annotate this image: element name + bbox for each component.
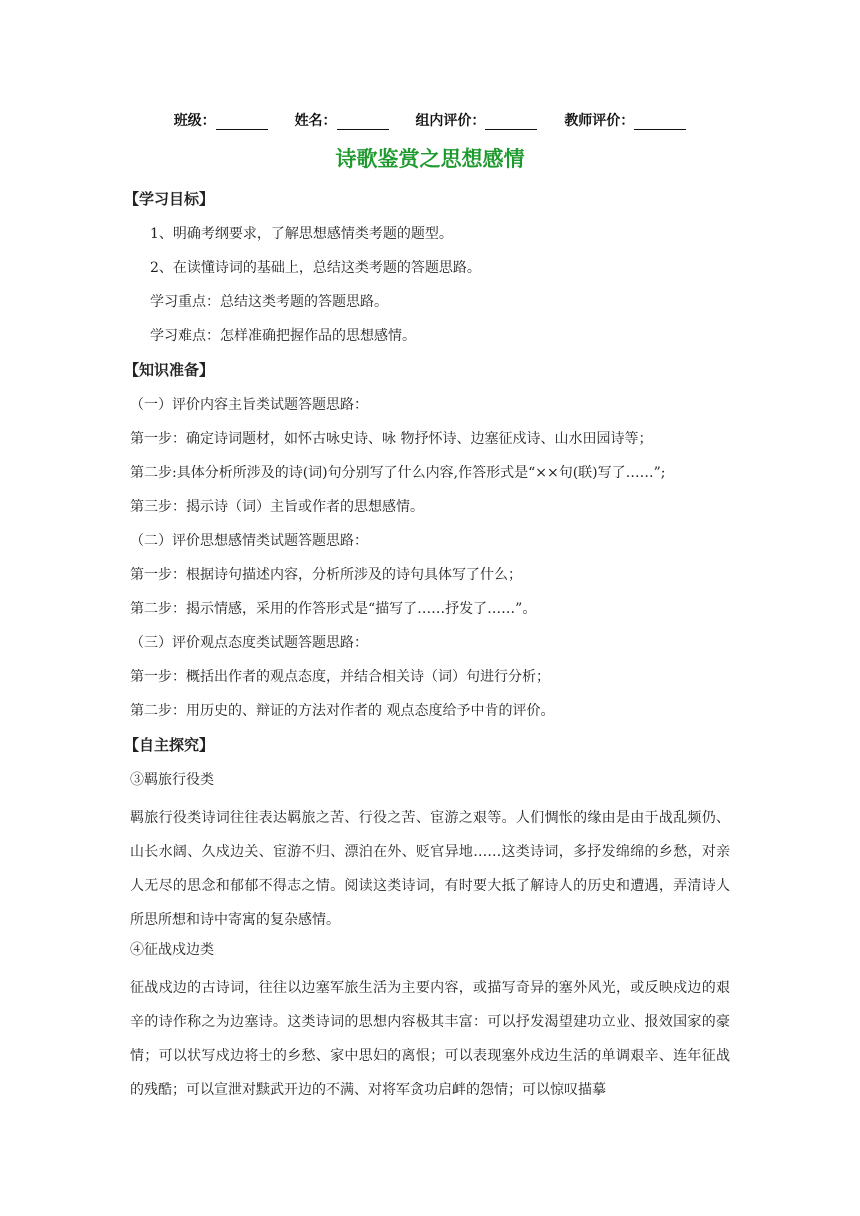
knowledge-line: 第一步：概括出作者的观点态度，并结合相关诗（词）句进行分析； bbox=[130, 669, 550, 685]
objective-key-point: 学习重点：总结这类考题的答题思路。 bbox=[150, 294, 388, 310]
student-info-line bbox=[0, 110, 860, 130]
teacher-eval-blank[interactable] bbox=[634, 115, 686, 130]
teacher-eval-label: 教师评价： bbox=[564, 113, 635, 129]
teacher-eval-field bbox=[564, 110, 686, 130]
knowledge-line: 第一步：确定诗词题材，如怀古咏史诗、咏 物抒怀诗、边塞征戍诗、山水田园诗等； bbox=[130, 431, 653, 447]
class-field bbox=[174, 110, 268, 130]
knowledge-line: （三）评价观点态度类试题答题思路： bbox=[130, 635, 368, 651]
group-eval-blank[interactable] bbox=[485, 115, 537, 130]
document-body bbox=[124, 186, 730, 1107]
explore-subheading-frontier: ④征战戍边类 bbox=[130, 942, 214, 958]
objective-item: 2、在读懂诗词的基础上，总结这类考题的答题思路。 bbox=[150, 260, 481, 276]
group-eval-field bbox=[415, 110, 537, 130]
objective-item: 1、明确考纲要求，了解思想感情类考题的题型。 bbox=[150, 226, 453, 242]
name-blank[interactable] bbox=[337, 115, 389, 130]
knowledge-line: 第二步：揭示情感，采用的作答形式是“描写了……抒发了……”。 bbox=[130, 601, 537, 617]
knowledge-line: 第二步:具体分析所涉及的诗(词)句分别写了什么内容,作答形式是“××句(联)写了……”; bbox=[130, 465, 666, 481]
group-eval-label: 组内评价： bbox=[415, 113, 486, 129]
name-field bbox=[295, 110, 389, 130]
knowledge-line: 第三步：揭示诗（词）主旨或作者的思想感情。 bbox=[130, 499, 424, 515]
class-blank[interactable] bbox=[216, 115, 268, 130]
objectives-heading: 【学习目标】 bbox=[124, 190, 215, 208]
explore-paragraph-frontier: 征战戍边的古诗词，往往以边塞军旅生活为主要内容，或描写奇异的塞外风光，或反映戍边的艰辛的诗作称之为边塞诗。这类诗词的思想内容极其丰富：可以抒发渴望建功立业、报效国家的豪情；可以状写戍边将士的乡愁、家中思妇的离恨；可以表现塞外戍边生活的单调艰辛、连年征战的残酷；可以宣泄对黩武开边的不满、对将军贪功启衅的怨情；可以惊叹描摹 bbox=[130, 980, 730, 1098]
knowledge-heading: 【知识准备】 bbox=[124, 361, 215, 379]
knowledge-line: 第二步：用历史的、辩证的方法对作者的 观点态度给予中肯的评价。 bbox=[130, 703, 555, 719]
explore-paragraph-travel: 羁旅行役类诗词往往表达羁旅之苦、行役之苦、宦游之艰等。人们惆怅的缘由是由于战乱频仍、山长水阔、久戍边关、宦游不归、漂泊在外、贬官异地……这类诗词，多抒发绵绵的乡愁，对亲人无尽的思念和郁郁不得志之情。阅读这类诗词，有时要大抵了解诗人的历史和遭遇，弄清诗人所思所想和诗中寄寓的复杂感情。 bbox=[130, 810, 730, 928]
knowledge-line: （一）评价内容主旨类试题答题思路： bbox=[130, 397, 368, 413]
name-label: 姓名： bbox=[294, 113, 337, 129]
explore-subheading-travel: ③羁旅行役类 bbox=[130, 772, 214, 788]
knowledge-line: （二）评价思想感情类试题答题思路： bbox=[130, 533, 368, 549]
knowledge-line: 第一步：根据诗句描述内容，分析所涉及的诗句具体写了什么； bbox=[130, 567, 522, 583]
objective-difficulty: 学习难点：怎样准确把握作品的思想感情。 bbox=[150, 328, 416, 344]
explore-heading: 【自主探究】 bbox=[124, 736, 215, 754]
class-label: 班级： bbox=[173, 113, 216, 129]
document-title: 诗歌鉴赏之思想感情 bbox=[335, 147, 525, 171]
